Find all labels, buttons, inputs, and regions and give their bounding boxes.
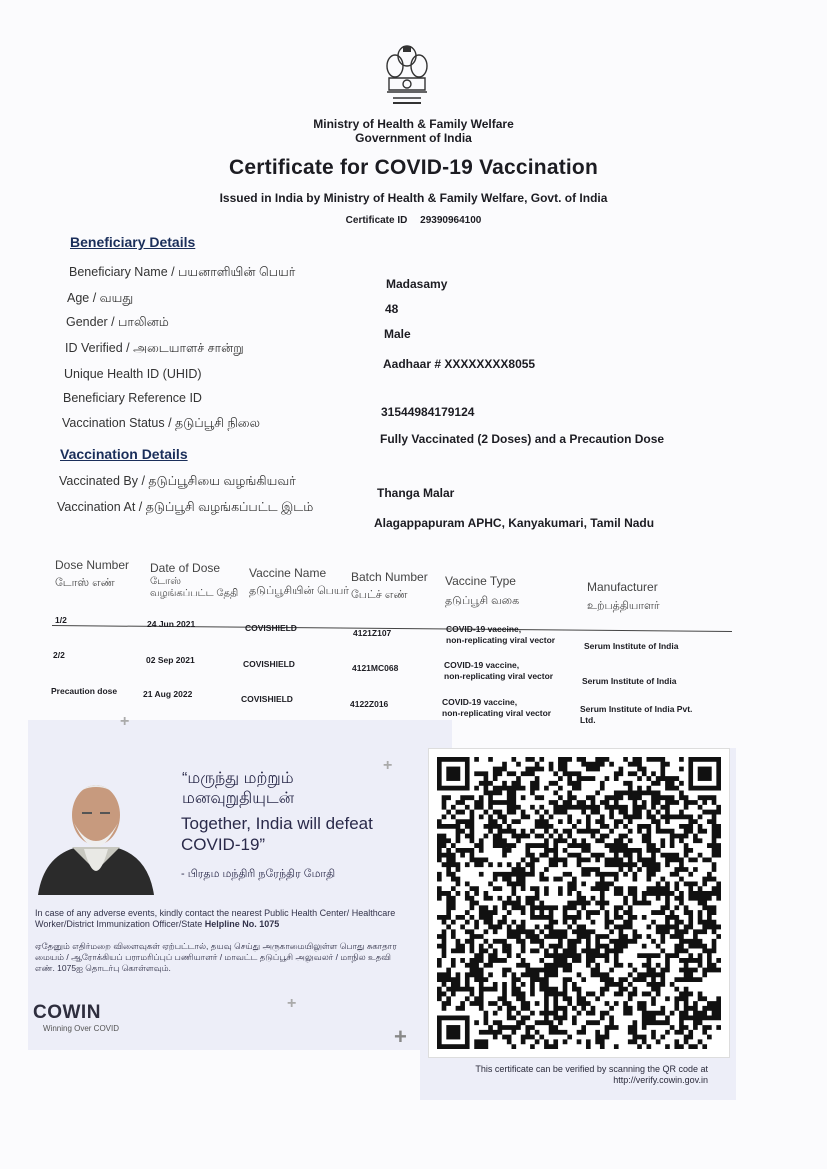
quote-english: Together, India will defeat COVID-19” — [181, 814, 373, 854]
col-header-en: Manufacturer — [587, 580, 658, 594]
portrait-image — [38, 775, 154, 895]
cowin-logo: COWIN — [33, 1002, 101, 1023]
helpline-number: Helpline No. 1075 — [204, 919, 280, 929]
dose-date-cell: 21 Aug 2022 — [143, 689, 193, 699]
col-header-ta: டோஸ் எண் — [55, 577, 115, 589]
manufacturer-line: Serum Institute of India — [584, 641, 679, 651]
ministry-line: Ministry of Health & Family Welfare — [313, 117, 514, 131]
vaccinated-by-label: Vaccinated By / தடுப்பூசியை வழங்கியவர் — [59, 474, 296, 488]
col-header-ta: தடுப்பூசியின் பெயர் — [249, 585, 350, 597]
manufacturer-cell — [582, 676, 676, 687]
vaccine-type-line: non-replicating viral vector — [442, 708, 552, 718]
vaccine-name-cell: COVISHIELD — [241, 694, 293, 704]
col-header-batch-number — [351, 569, 428, 601]
certificate-id-label: Certificate ID — [345, 215, 408, 226]
vaccinated-by-value: Thanga Malar — [377, 486, 455, 500]
col-header-en: Vaccine Type — [445, 574, 516, 588]
manufacturer-line: Serum Institute of India Pvt. — [580, 704, 693, 714]
quote-tamil-line2: மனவுறுதியுடன் — [182, 790, 295, 807]
vaccine-type-cell — [446, 624, 555, 646]
certificate-id-value: 29390964100 — [420, 215, 482, 226]
plus-decor-icon: + — [287, 995, 297, 1012]
adverse-events-info — [35, 908, 407, 930]
dose-date-cell: 02 Sep 2021 — [146, 655, 195, 665]
plus-decor-icon: + — [383, 757, 393, 774]
col-header-date-of-dose — [150, 560, 246, 600]
vaccination-status-label: Vaccination Status / தடுப்பூசி நிலை — [62, 416, 261, 430]
ministry-name — [0, 117, 827, 145]
col-header-vaccine-name — [249, 565, 349, 597]
col-header-manufacturer — [587, 579, 660, 612]
beneficiary-name-value: Madasamy — [386, 277, 448, 291]
national-emblem-icon — [383, 42, 431, 120]
vaccine-type-line: COVID-19 vaccine, — [446, 624, 522, 634]
id-verified-value: Aadhaar # XXXXXXXX8055 — [383, 357, 536, 371]
col-header-en: Vaccine Name — [249, 566, 327, 580]
verify-line1: This certificate can be verified by scanning the QR code at — [475, 1064, 708, 1074]
verification-qr-code — [428, 748, 730, 1058]
age-label: Age / வயது — [67, 291, 134, 305]
beneficiary-details-title: Beneficiary Details — [70, 234, 196, 250]
gender-value: Male — [384, 327, 411, 341]
batch-number-cell: 4122Z016 — [350, 699, 389, 709]
col-header-dose-number — [55, 557, 129, 589]
manufacturer-line: Serum Institute of India — [582, 676, 677, 686]
verification-note — [430, 1064, 708, 1086]
dose-number-cell: 1/2 — [55, 615, 67, 625]
col-header-ta: உற்பத்தியாளர் — [587, 600, 660, 612]
gender-label: Gender / பாலினம் — [66, 315, 169, 329]
col-header-en: Batch Number — [351, 570, 428, 584]
dose-date-cell: 24 Jun 2021 — [147, 619, 196, 629]
cowin-tagline: Winning Over COVID — [43, 1024, 120, 1033]
quote-attribution: - பிரதம மந்திரி நரேந்திர மோதி — [181, 868, 336, 880]
adverse-en-line2: Healthcare Worker/District Immunization Officer/State — [35, 908, 396, 929]
col-header-ta: பேட்ச் எண் — [351, 589, 408, 601]
adverse-events-tamil: ஏதேனும் எதிர்மறை விளைவுகள் ஏற்பட்டால், தயவு செய்து அருகாமையிலுள்ள பொது சுகாதார மையம் / ஆரோக்கியப் பராமரிப்புப் பணியாளர் / மாவட்ட தடுப்பூசி அலுவலர் / மாநில உதவி எண். 1075ஐ தொடர்பு கொள்ளவும். — [35, 941, 397, 973]
vaccination-details-title: Vaccination Details — [60, 446, 188, 462]
plus-decor-icon: + — [120, 713, 130, 730]
id-verified-label: ID Verified / அடையாளச் சான்று — [65, 341, 244, 355]
col-header-vaccine-type — [445, 573, 519, 607]
vaccine-type-line: COVID-19 vaccine, — [444, 660, 520, 670]
plus-decor-icon: + — [394, 1024, 407, 1049]
batch-number-cell: 4121Z107 — [353, 628, 392, 638]
vaccine-type-line: COVID-19 vaccine, — [442, 697, 518, 707]
col-header-en: Date of Dose — [150, 561, 221, 575]
vaccination-at-value: Alagappapuram APHC, Kanyakumari, Tamil Nadu — [374, 516, 655, 530]
manufacturer-cell — [584, 641, 678, 652]
verify-url: http://verify.cowin.gov.in — [613, 1075, 708, 1085]
age-value: 48 — [385, 302, 399, 316]
col-header-ta: டோஸ் வழங்கப்பட்ட தேதி — [150, 576, 239, 599]
vaccine-type-line: non-replicating viral vector — [444, 671, 554, 681]
col-header-en: Dose Number — [55, 558, 130, 572]
government-line: Government of India — [355, 131, 472, 145]
beneficiary-reference-value: 31544984179124 — [381, 405, 475, 419]
batch-number-cell: 4121MC068 — [352, 663, 399, 673]
certificate-id — [0, 215, 827, 226]
manufacturer-line: Ltd. — [580, 715, 596, 725]
dose-number-cell: Precaution dose — [51, 686, 118, 696]
vaccination-at-label: Vaccination At / தடுப்பூசி வழங்கப்பட்ட இடம் — [57, 500, 314, 514]
vaccine-type-line: non-replicating viral vector — [446, 635, 556, 645]
vaccine-type-cell — [442, 697, 551, 719]
vaccine-name-cell: COVISHIELD — [243, 659, 295, 669]
vaccine-name-cell: COVISHIELD — [245, 623, 297, 633]
beneficiary-reference-label: Beneficiary Reference ID — [63, 391, 202, 405]
issued-by: Issued in India by Ministry of Health & Family Welfare, Govt. of India — [219, 191, 608, 205]
beneficiary-name-label: Beneficiary Name / பயனாளியின் பெயர் — [69, 265, 296, 279]
uhid-label: Unique Health ID (UHID) — [64, 367, 202, 381]
certificate-title: Certificate for COVID-19 Vaccination — [229, 156, 598, 179]
manufacturer-cell — [580, 704, 692, 726]
quote-tamil-line1: “மருந்து மற்றும் — [182, 770, 294, 787]
vaccination-status-value: Fully Vaccinated (2 Doses) and a Precaution Dose — [380, 432, 665, 446]
vaccine-type-cell — [444, 660, 553, 682]
col-header-ta: தடுப்பூசி வகை — [445, 595, 520, 607]
adverse-en-line1: In case of any adverse events, kindly contact the nearest Public Health Center/ — [35, 908, 350, 918]
dose-number-cell: 2/2 — [53, 650, 65, 660]
